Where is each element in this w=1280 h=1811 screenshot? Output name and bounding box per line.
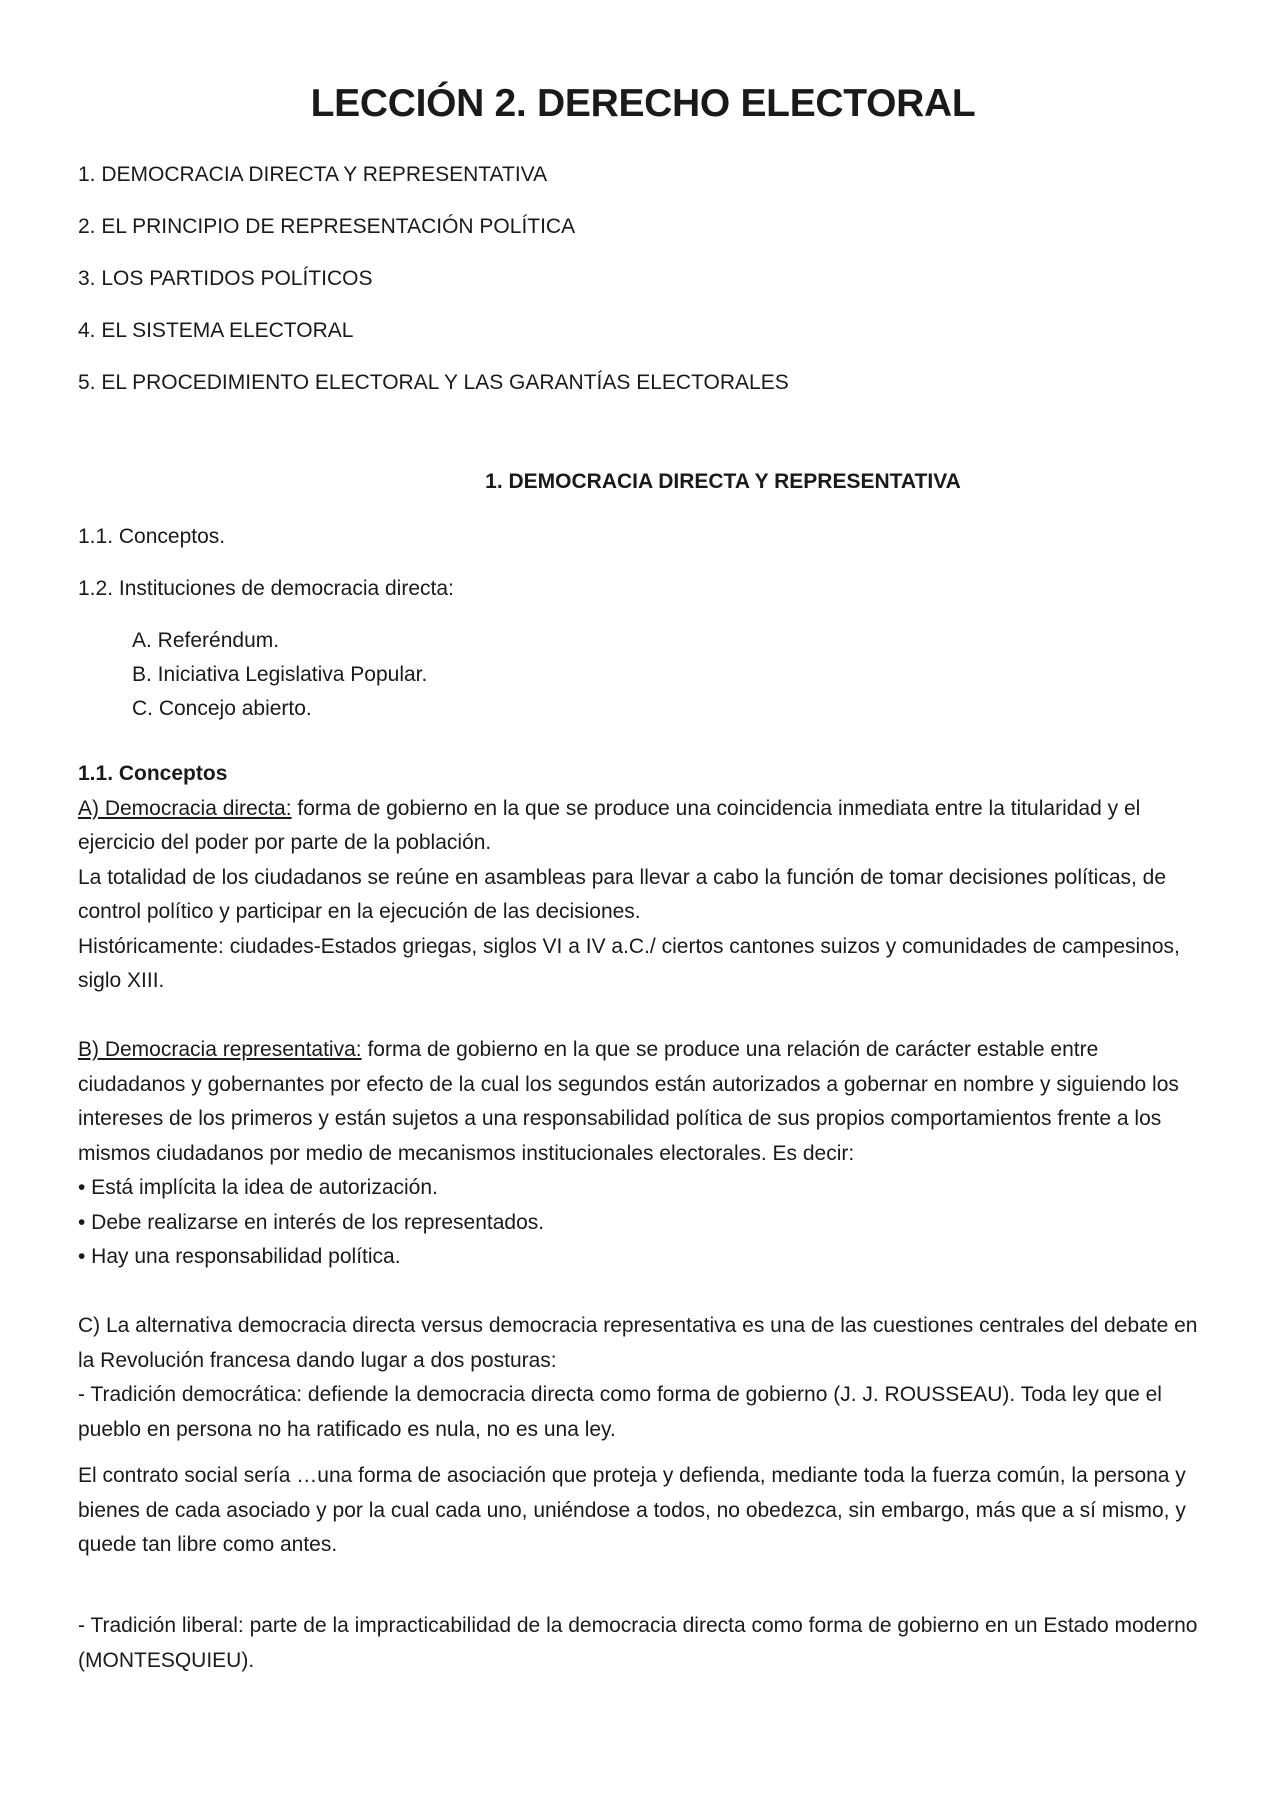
toc-item: 1. DEMOCRACIA DIRECTA Y REPRESENTATIVA — [78, 163, 548, 186]
subsection-concepts: 1.1. Conceptos. — [78, 525, 226, 548]
paragraph: C) La alternativa democracia directa versus democracia representativa es una de las cuestiones centrales del debate en la Revolución francesa dando lugar a dos posturas: — [78, 1314, 1198, 1372]
paragraph: La totalidad de los ciudadanos se reúne en asambleas para llevar a cabo la función de tomar decisiones políticas, de control político y participar en la ejecución de las decisiones. — [78, 865, 1167, 923]
concepts-body — [78, 757, 1208, 1678]
definition-text: forma de gobierno en la que se produce una relación de carácter estable entre ciudadanos y gobernantes por efecto de la cual los segundos están autorizados a gobernar en nombre y siguiendo los intereses de los primeros y están sujetos a una responsabilidad política de sus propios comportamientos frente a los mismos ciudadanos por medio de mecanismos institucionales electorales. Es decir: — [78, 1038, 1179, 1165]
bullet-item: • Debe realizarse en interés de los representados. — [78, 1210, 545, 1234]
toc-item: 5. EL PROCEDIMIENTO ELECTORAL Y LAS GARANTÍAS ELECTORALES — [78, 371, 789, 394]
bullet-item: • Hay una responsabilidad política. — [78, 1245, 401, 1268]
list-item: A. Referéndum. — [132, 629, 280, 652]
toc-item: 2. EL PRINCIPIO DE REPRESENTACIÓN POLÍTICA — [78, 215, 576, 238]
definition-text: forma de gobierno en la que se produce una coincidencia inmediata entre la titularidad y el ejercicio del poder por parte de la población. — [78, 796, 1141, 854]
list-item: B. Iniciativa Legislativa Popular. — [132, 663, 428, 686]
paragraph-representative-democracy — [78, 1033, 1208, 1171]
document-title: LECCIÓN 2. DERECHO ELECTORAL — [310, 82, 976, 125]
term-direct-democracy: A) Democracia directa: — [78, 796, 292, 820]
toc-item: 4. EL SISTEMA ELECTORAL — [78, 319, 354, 342]
subsection-institutions: 1.2. Instituciones de democracia directa: — [78, 577, 454, 600]
table-of-contents — [78, 160, 789, 420]
section-heading: 1. DEMOCRACIA DIRECTA Y REPRESENTATIVA — [485, 470, 961, 493]
toc-item: 3. LOS PARTIDOS POLÍTICOS — [78, 267, 373, 290]
paragraph: - Tradición liberal: parte de la impracticabilidad de la democracia directa como forma de gobierno en un Estado moderno (MONTESQUIEU). — [78, 1614, 1198, 1672]
quote-paragraph: El contrato social sería …una forma de asociación que proteja y defienda, mediante toda la fuerza común, la persona y bienes de cada asociado y por la cual cada uno, uniéndose a todos, no obedezca, sin embargo, más que a sí mismo, y quede tan libre como antes. — [78, 1464, 1186, 1556]
bullet-item: • Está implícita la idea de autorización. — [78, 1176, 438, 1199]
concepts-heading: 1.1. Conceptos — [78, 762, 228, 785]
paragraph: - Tradición democrática: defiende la democracia directa como forma de gobierno (J. J. ROUSSEAU). Toda ley que el pueblo en persona no ha ratificado es nula, no es una ley. — [78, 1383, 1162, 1441]
institutions-list — [132, 624, 427, 726]
paragraph-direct-democracy — [78, 792, 1208, 861]
paragraph: Históricamente: ciudades-Estados griegas, siglos VI a IV a.C./ ciertos cantones suizos y comunidades de campesinos, siglo XIII. — [78, 934, 1180, 992]
term-representative-democracy: B) Democracia representativa: — [78, 1038, 362, 1061]
list-item: C. Concejo abierto. — [132, 697, 312, 720]
